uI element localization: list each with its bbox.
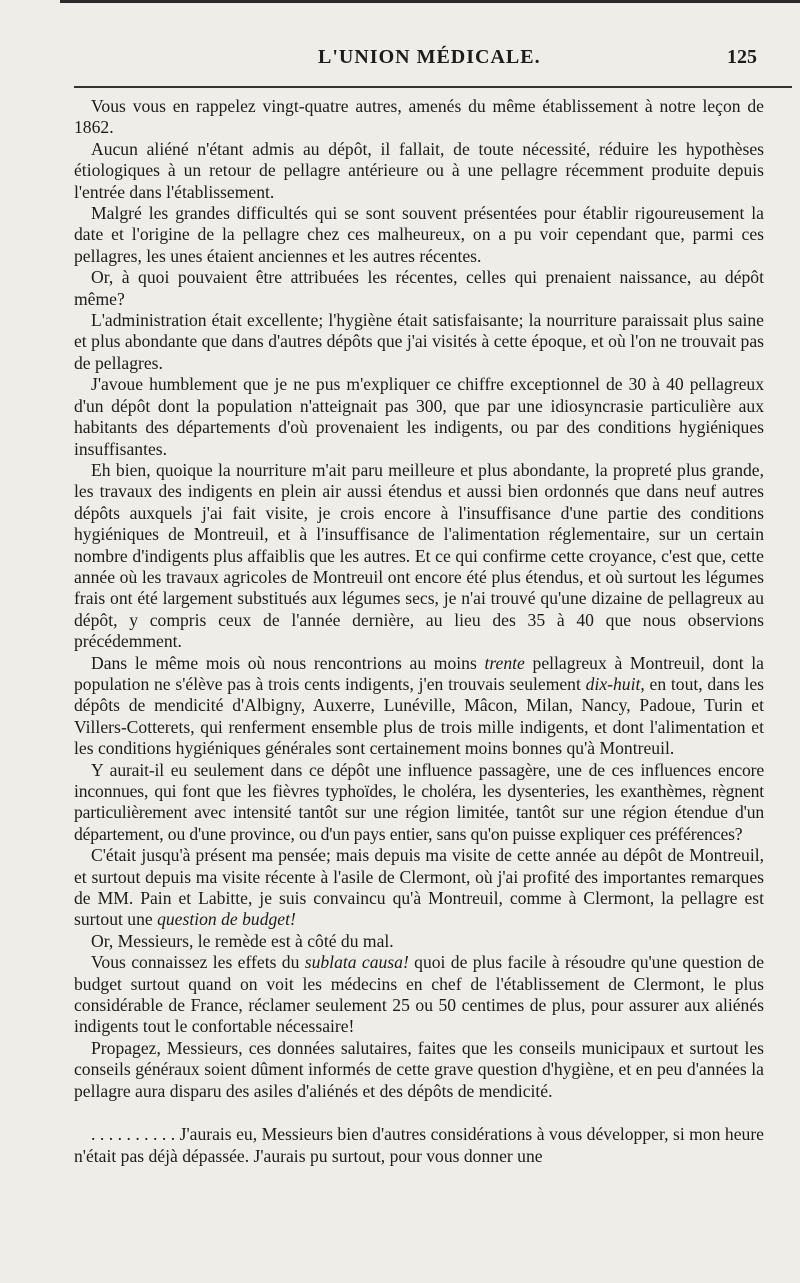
paragraph-8-text-a: Dans le même mois où nous rencontrions au moins: [91, 652, 485, 673]
paragraph-8-text-c: , en tout, dans les dépôts de mendicité d'Albigny, Auxerre, Lunéville, Mâcon, Milan, Nancy, Padoue, Turin et Villers-Cotterets, qui renferment ensemble plus de trois mille indigents, et dont l'alimentation et les conditions hygiéniques générales sont certainement moins bonnes qu'à Montreuil.: [74, 673, 764, 759]
paragraph-1: Vous vous en rappelez vingt-quatre autres, amenés du même établissement à notre leçon de 1862.: [74, 96, 764, 138]
paragraph-8-text-b: pellagreux à Montreuil, dont la population ne s'élève pas à trois cents indigents, j'en trouvais seulement: [74, 652, 764, 694]
emphasis-question-de-budget: question de budget!: [157, 909, 296, 930]
paragraph-10-text: C'était jusqu'à présent ma pensée; mais depuis ma visite de cette année au dépôt de Montreuil, et surtout depuis ma visite récente à l'asile de Clermont, où j'ai profité des importantes remarques de MM. Pain et Labitte, je suis convaincu qu'à Montreuil, comme à Clermont, la pellagre est surtout une: [74, 845, 764, 930]
paragraph-4: Or, à quoi pouvaient être attribuées les récentes, celles qui prenaient naissance, au dépôt même?: [74, 267, 764, 309]
paragraph-12: [74, 952, 764, 1038]
paragraph-2: Aucun aliéné n'étant admis au dépôt, il fallait, de toute nécessité, réduire les hypothèses étiologiques à un retour de pellagre antérieure ou à une pellagre récemment produite depuis l'entrée dans l'établissement.: [74, 138, 764, 202]
top-edge-line: [60, 0, 800, 3]
paragraph-7: Eh bien, quoique la nourriture m'ait paru meilleure et plus abondante, la propreté plus grande, les travaux des indigents en plein air aussi étendus et aussi bien ordonnés que dans neuf autres dépôts auxquels j'ai fait visite, je crois encore à l'insuffisance d'une partie des conditions hygiéniques de Montreuil, et à l'insuffisance de l'alimentation réglementaire, sur un certain nombre d'indigents plus affaiblis que les autres. Et ce qui confirme cette croyance, c'est que, cette année où les travaux agricoles de Montreuil ont encore été plus étendus, et où surtout les légumes frais ont été largement substitués aux légumes secs, je n'ai trouvé qu'une dizaine de pellagreux au dépôt, y compris ceux de l'année dernière, au lieu des 35 à 40 que nous observions précédemment.: [74, 459, 764, 652]
emphasis-dix-huit: dix-huit: [585, 673, 641, 694]
paragraph-5: L'administration était excellente; l'hygiène était satisfaisante; la nourriture paraissait plus saine et plus abondante que dans d'autres dépôts que j'ai visités à cette époque, et où l'on ne trouvait pas de pellagres.: [74, 310, 764, 373]
paragraph-14: . . . . . . . . . . J'aurais eu, Messieurs bien d'autres considérations à vous développer, si mon heure n'était pas déjà dépassée. J'aurais pu surtout, pour vous donner une: [74, 1124, 764, 1166]
paragraph-10: [74, 845, 764, 931]
paragraph-6: J'avoue humblement que je ne pus m'expliquer ce chiffre exceptionnel de 30 à 40 pellagreux d'un dépôt dont la population n'atteignait pas 300, que par une idiosyncrasie particulière aux habitants des départements d'où provenaient les indigents, ou par des conditions hygiéniques insuffisantes.: [74, 374, 764, 459]
emphasis-trente: trente: [484, 652, 525, 673]
paragraph-8: [74, 653, 764, 760]
paragraph-12-text-b: quoi de plus facile à résoudre qu'une question de budget surtout quand on voit les médecins en chef de l'établissement de Clermont, le plus considérable de France, réclamer seulement 25 ou 50 centimes de plus, pour assurer aux aliénés indigents tout le confortable nécessaire!: [74, 952, 765, 1037]
paragraph-12-text-a: Vous connaissez les effets du: [91, 952, 305, 973]
paragraph-13: Propagez, Messieurs, ces données salutaires, faites que les conseils municipaux et surtout les conseils généraux soient dûment informés de cette grave question d'hygiène, et en peu d'années la pellagre aura disparu des asiles d'aliénés et des dépôts de mendicité.: [74, 1037, 764, 1101]
paragraph-9: Y aurait-il eu seulement dans ce dépôt une influence passagère, une de ces influences encore inconnues, qui font que les fièvres typhoïdes, le choléra, les dysenteries, les exanthèmes, règnent particulièrement avec intensité tantôt sur une région limitée, tantôt sur une région étendue d'un département, ou d'une province, ou d'un pays entier, sans qu'on puisse expliquer ces préférences?: [74, 759, 764, 844]
paragraph-3: Malgré les grandes difficultés qui se sont souvent présentées pour établir rigoureusement la date et l'origine de la pellagre chez ces malheureux, on a pu voir cependant que, parmi ces pellagres, les unes étaient anciennes et les autres récentes.: [74, 203, 764, 266]
body-text: [74, 96, 764, 1167]
running-title: L'UNION MÉDICALE.: [318, 46, 541, 68]
emphasis-sublata-causa: sublata causa!: [304, 952, 409, 973]
page-number: 125: [727, 46, 757, 68]
running-header: [0, 46, 800, 76]
header-rule: [74, 86, 792, 88]
paragraph-11: Or, Messieurs, le remède est à côté du mal.: [91, 930, 394, 951]
